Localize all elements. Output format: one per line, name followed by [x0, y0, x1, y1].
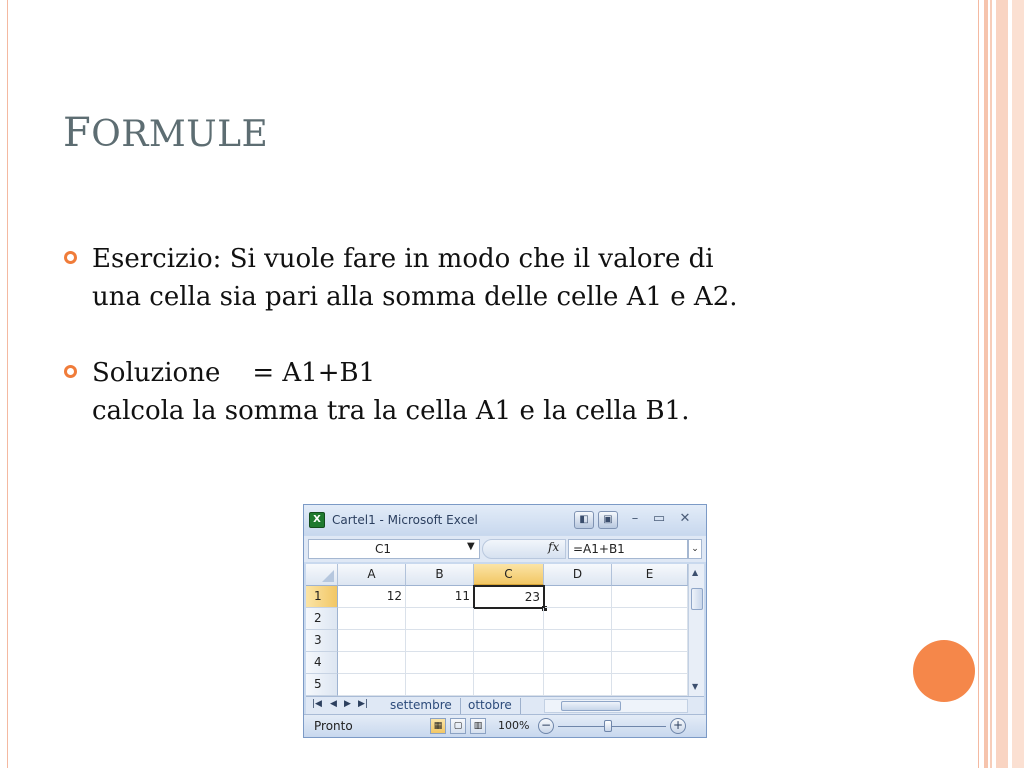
select-all-corner[interactable]	[306, 564, 338, 586]
solution-label: Soluzione	[92, 358, 221, 388]
minimize-icon[interactable]: –	[631, 511, 639, 526]
insert-function-icon[interactable]: fx	[548, 540, 560, 554]
status-text: Pronto	[314, 719, 353, 733]
cell-a2[interactable]	[338, 608, 406, 630]
zoom-in-icon[interactable]: +	[670, 718, 686, 734]
bullet-text: calcola la somma tra la cella A1 e la cella B1.	[92, 396, 690, 426]
prev-sheet-icon[interactable]: ◀	[330, 699, 337, 709]
sheet-tab-settembre[interactable]: settembre	[382, 698, 461, 714]
cell-e1[interactable]	[612, 586, 688, 608]
cell-a3[interactable]	[338, 630, 406, 652]
cell-c4[interactable]	[474, 652, 544, 674]
frame-stripe-3	[990, 0, 992, 768]
solution-formula: = A1+B1	[252, 358, 376, 388]
bullet-item	[62, 354, 902, 430]
frame-stripe-5	[1012, 0, 1024, 768]
column-header-b[interactable]: B	[406, 564, 474, 586]
expand-formula-bar-icon[interactable]: ⌄	[688, 539, 702, 559]
cell-c2[interactable]	[474, 608, 544, 630]
cell-d3[interactable]	[544, 630, 612, 652]
next-sheet-icon[interactable]: ▶	[344, 699, 351, 709]
cascade-windows-icon[interactable]: ▣	[598, 511, 618, 529]
formula-bar	[304, 536, 706, 562]
row-header-3[interactable]: 3	[306, 630, 338, 652]
frame-stripe-1	[978, 0, 979, 768]
scroll-down-icon[interactable]: ▼	[692, 682, 699, 691]
cell-e2[interactable]	[612, 608, 688, 630]
status-bar	[304, 714, 706, 737]
cell-c1[interactable]: 23	[473, 585, 545, 609]
zoom-level[interactable]: 100%	[498, 719, 530, 732]
bullet-item	[62, 240, 902, 316]
cell-e5[interactable]	[612, 674, 688, 696]
row-header-2[interactable]: 2	[306, 608, 338, 630]
row-header-5[interactable]: 5	[306, 674, 338, 696]
cell-a5[interactable]	[338, 674, 406, 696]
excel-titlebar	[304, 505, 706, 535]
row-header-1[interactable]: 1	[306, 586, 338, 608]
normal-view-icon[interactable]: ▦	[430, 718, 446, 734]
bullet-list	[62, 240, 902, 468]
last-sheet-icon[interactable]: ▶|	[358, 699, 368, 709]
cell-d2[interactable]	[544, 608, 612, 630]
excel-logo-icon: X	[309, 512, 325, 528]
slide-title	[63, 110, 268, 156]
sheet-tab-ottobre[interactable]: ottobre	[460, 698, 521, 714]
zoom-out-icon[interactable]: −	[538, 718, 554, 734]
zoom-slider-thumb[interactable]	[604, 720, 612, 732]
cell-a1[interactable]: 12	[338, 586, 406, 608]
chevron-down-icon[interactable]: ▼	[467, 541, 475, 552]
cell-b2[interactable]	[406, 608, 474, 630]
excel-screenshot	[303, 504, 707, 738]
cell-d1[interactable]	[545, 586, 612, 608]
page-layout-view-icon[interactable]: ▢	[450, 718, 466, 734]
cell-d5[interactable]	[544, 674, 612, 696]
column-header-c[interactable]: C	[474, 564, 544, 586]
column-header-d[interactable]: D	[544, 564, 612, 586]
cell-e4[interactable]	[612, 652, 688, 674]
title-initial: F	[63, 110, 92, 156]
sheet-tab-bar	[306, 696, 704, 714]
cell-b4[interactable]	[406, 652, 474, 674]
bullet-text: Esercizio: Si vuole fare in modo che il valore di	[92, 244, 714, 274]
bullet-text: una cella sia pari alla somma delle celle A1 e A2.	[92, 282, 738, 312]
bullet-ring-icon	[64, 251, 77, 264]
cell-d4[interactable]	[544, 652, 612, 674]
name-box[interactable]	[308, 539, 480, 559]
cell-c5[interactable]	[474, 674, 544, 696]
cell-b3[interactable]	[406, 630, 474, 652]
close-icon[interactable]: ✕	[679, 511, 691, 526]
name-box-value: C1	[375, 542, 392, 556]
formula-input[interactable]: =A1+B1	[568, 539, 688, 559]
frame-stripe-2	[984, 0, 988, 768]
page-break-view-icon[interactable]: ▥	[470, 718, 486, 734]
tile-windows-icon[interactable]: ◧	[574, 511, 594, 529]
frame-left-line	[7, 0, 8, 768]
title-rest: ORMULE	[91, 114, 269, 155]
cell-b5[interactable]	[406, 674, 474, 696]
row-header-4[interactable]: 4	[306, 652, 338, 674]
maximize-icon[interactable]: ▭	[652, 511, 666, 526]
decorative-circle	[913, 640, 975, 702]
vertical-scroll-thumb[interactable]	[691, 588, 703, 610]
column-header-e[interactable]: E	[612, 564, 688, 586]
cell-b1[interactable]: 11	[406, 586, 474, 608]
frame-stripe-4	[996, 0, 1008, 768]
worksheet-grid	[306, 564, 688, 696]
column-header-a[interactable]: A	[338, 564, 406, 586]
horizontal-scrollbar[interactable]	[544, 699, 688, 713]
zoom-slider-track[interactable]	[558, 726, 666, 727]
horizontal-scroll-thumb[interactable]	[561, 701, 621, 711]
cell-a4[interactable]	[338, 652, 406, 674]
excel-window-title: Cartel1 - Microsoft Excel	[332, 513, 478, 527]
vertical-scrollbar[interactable]	[688, 564, 704, 696]
bullet-ring-icon	[64, 365, 77, 378]
bullet-text	[92, 354, 902, 392]
cell-e3[interactable]	[612, 630, 688, 652]
first-sheet-icon[interactable]: |◀	[312, 699, 322, 709]
scroll-up-icon[interactable]: ▲	[692, 568, 699, 577]
cell-c3[interactable]	[474, 630, 544, 652]
